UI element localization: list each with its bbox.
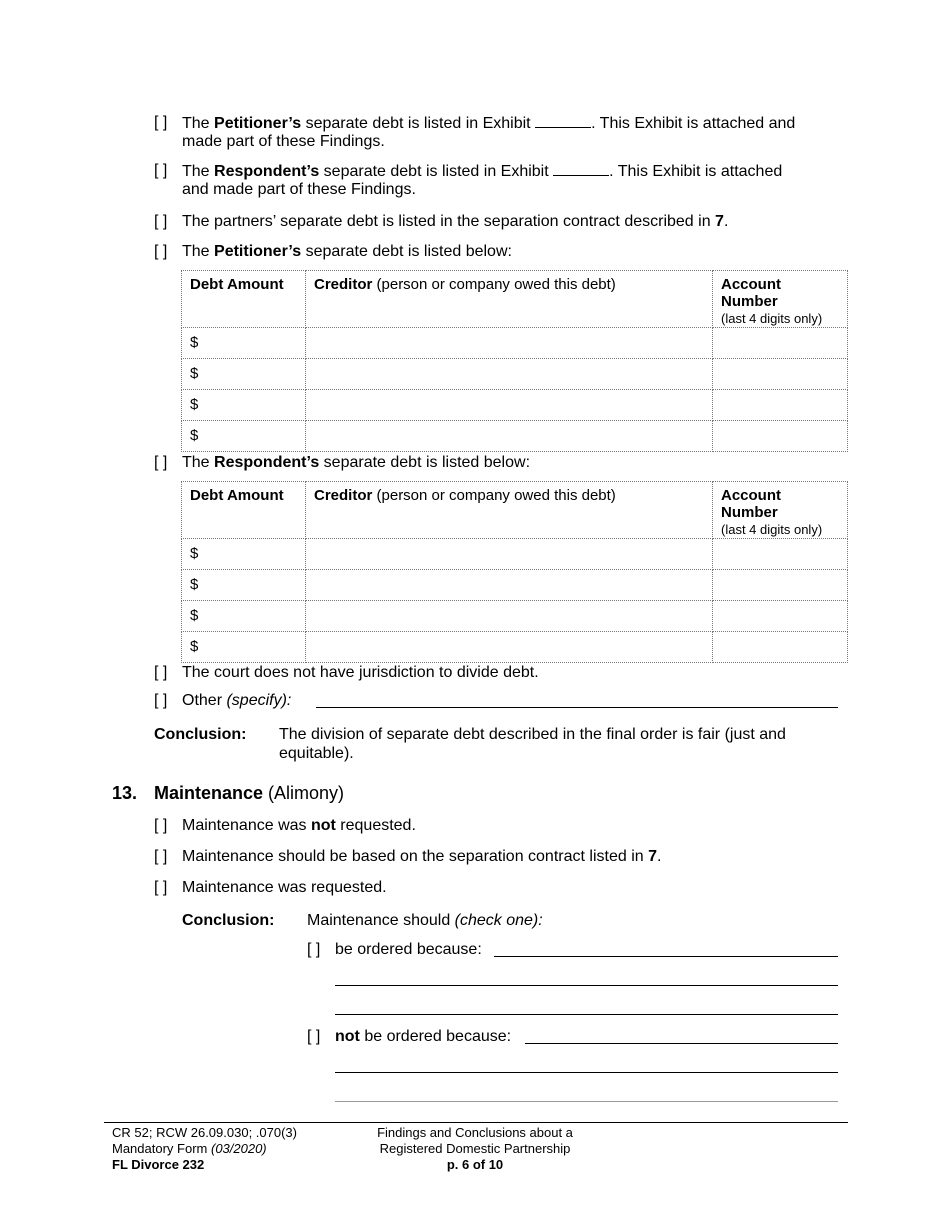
creditor-cell[interactable] bbox=[306, 539, 713, 570]
account-number-cell[interactable] bbox=[713, 632, 848, 663]
not-ordered-line-2[interactable] bbox=[335, 1072, 838, 1073]
be-ordered-line-1[interactable] bbox=[494, 956, 838, 957]
maintenance-not-requested-text: Maintenance was not requested. bbox=[182, 817, 416, 834]
page-number: p. 6 of 10 bbox=[446, 1157, 504, 1172]
conclusion-debt-text: The division of separate debt described in the final order is fair (just and bbox=[279, 726, 786, 743]
checkbox-maintenance-requested[interactable]: [ ] bbox=[154, 879, 168, 896]
creditor-cell[interactable] bbox=[306, 390, 713, 421]
checkbox-other[interactable]: [ ] bbox=[154, 692, 168, 709]
creditor-cell[interactable] bbox=[306, 421, 713, 452]
table-row[interactable] bbox=[182, 359, 848, 390]
checkbox-no-jurisdiction[interactable]: [ ] bbox=[154, 664, 168, 681]
header-debt-amount: Debt Amount bbox=[182, 482, 306, 539]
footer-mandatory-form: Mandatory Form (03/2020) bbox=[112, 1141, 267, 1156]
account-number-cell[interactable] bbox=[713, 539, 848, 570]
footer-rule-ref: CR 52; RCW 26.09.030; .070(3) bbox=[112, 1125, 297, 1140]
footer-doc-title-2: Registered Domestic Partnership bbox=[379, 1141, 571, 1156]
partners-contract-text: The partners’ separate debt is listed in the separation contract described in 7. bbox=[182, 213, 729, 230]
checkbox-partners-contract[interactable]: [ ] bbox=[154, 213, 168, 230]
section-number: 13. bbox=[112, 783, 138, 803]
table-row[interactable] bbox=[182, 328, 848, 359]
table-row[interactable] bbox=[182, 601, 848, 632]
account-number-cell[interactable] bbox=[713, 359, 848, 390]
maintenance-contract-text: Maintenance should be based on the separation contract listed in 7. bbox=[182, 848, 662, 865]
maintenance-conclusion-text: Maintenance should (check one): bbox=[307, 912, 543, 929]
footer-form-id: FL Divorce 232 bbox=[112, 1157, 205, 1172]
checkbox-not-ordered[interactable]: [ ] bbox=[307, 1028, 321, 1045]
creditor-cell[interactable] bbox=[306, 570, 713, 601]
debt-amount-cell[interactable]: $ bbox=[182, 359, 306, 390]
conclusion-label: Conclusion: bbox=[154, 726, 247, 743]
petitioner-exhibit-blank[interactable] bbox=[535, 113, 591, 128]
table-header bbox=[182, 482, 848, 539]
be-ordered-line-3[interactable] bbox=[335, 1014, 838, 1015]
checkbox-be-ordered[interactable]: [ ] bbox=[307, 941, 321, 958]
debt-amount-cell[interactable]: $ bbox=[182, 632, 306, 663]
creditor-cell[interactable] bbox=[306, 359, 713, 390]
account-number-cell[interactable] bbox=[713, 390, 848, 421]
footer-divider bbox=[104, 1122, 848, 1123]
not-ordered-text: not be ordered because: bbox=[335, 1028, 512, 1045]
respondent-below-text: The Respondent’s separate debt is listed below: bbox=[182, 454, 531, 471]
checkbox-respondent-exhibit[interactable]: [ ] bbox=[154, 162, 168, 179]
table-row[interactable] bbox=[182, 632, 848, 663]
creditor-cell[interactable] bbox=[306, 601, 713, 632]
table-row[interactable] bbox=[182, 539, 848, 570]
no-jurisdiction-text: The court does not have jurisdiction to divide debt. bbox=[182, 664, 539, 681]
checkbox-maintenance-contract[interactable]: [ ] bbox=[154, 848, 168, 865]
table-header bbox=[182, 271, 848, 328]
debt-amount-cell[interactable]: $ bbox=[182, 539, 306, 570]
footer-center bbox=[350, 1125, 600, 1173]
creditor-cell[interactable] bbox=[306, 328, 713, 359]
account-number-cell[interactable] bbox=[713, 570, 848, 601]
maintenance-requested-text: Maintenance was requested. bbox=[182, 879, 387, 896]
section-title: Maintenance (Alimony) bbox=[154, 783, 345, 803]
be-ordered-text: be ordered because: bbox=[335, 941, 482, 958]
be-ordered-line-2[interactable] bbox=[335, 985, 838, 986]
not-ordered-line-1[interactable] bbox=[525, 1043, 838, 1044]
table-row[interactable] bbox=[182, 570, 848, 601]
other-text: Other (specify): bbox=[182, 692, 292, 709]
checkbox-petitioner-exhibit[interactable]: [ ] bbox=[154, 114, 168, 131]
debt-amount-cell[interactable]: $ bbox=[182, 328, 306, 359]
checkbox-respondent-below[interactable]: [ ] bbox=[154, 454, 168, 471]
debt-amount-cell[interactable]: $ bbox=[182, 390, 306, 421]
petitioner-debt-table bbox=[181, 270, 848, 452]
other-specify-line[interactable] bbox=[316, 707, 838, 708]
respondent-exhibit-text: The Respondent’s separate debt is listed in Exhibit . This Exhibit is attached bbox=[182, 163, 783, 180]
conclusion-debt-text-2: equitable). bbox=[279, 745, 354, 762]
respondent-exhibit-blank[interactable] bbox=[553, 161, 609, 176]
not-ordered-line-3[interactable] bbox=[335, 1101, 838, 1102]
account-number-cell[interactable] bbox=[713, 328, 848, 359]
petitioner-exhibit-text: The Petitioner’s separate debt is listed in Exhibit . This Exhibit is attached and bbox=[182, 115, 796, 132]
checkbox-maintenance-not-requested[interactable]: [ ] bbox=[154, 817, 168, 834]
table-row[interactable] bbox=[182, 421, 848, 452]
respondent-debt-table bbox=[181, 481, 848, 663]
account-number-cell[interactable] bbox=[713, 421, 848, 452]
debt-amount-cell[interactable]: $ bbox=[182, 421, 306, 452]
header-creditor: Creditor (person or company owed this debt) bbox=[306, 482, 713, 539]
maintenance-conclusion-label: Conclusion: bbox=[182, 912, 275, 929]
petitioner-below-text: The Petitioner’s separate debt is listed below: bbox=[182, 243, 512, 260]
footer-left bbox=[112, 1125, 297, 1173]
debt-amount-cell[interactable]: $ bbox=[182, 570, 306, 601]
creditor-cell[interactable] bbox=[306, 632, 713, 663]
header-account-number: Account Number (last 4 digits only) bbox=[713, 271, 848, 328]
account-number-cell[interactable] bbox=[713, 601, 848, 632]
footer-doc-title-1: Findings and Conclusions about a bbox=[377, 1125, 573, 1140]
header-account-number: Account Number (last 4 digits only) bbox=[713, 482, 848, 539]
checkbox-petitioner-below[interactable]: [ ] bbox=[154, 243, 168, 260]
respondent-exhibit-text-2: and made part of these Findings. bbox=[182, 181, 416, 198]
petitioner-exhibit-text-2: made part of these Findings. bbox=[182, 133, 385, 150]
debt-amount-cell[interactable]: $ bbox=[182, 601, 306, 632]
table-row[interactable] bbox=[182, 390, 848, 421]
header-debt-amount: Debt Amount bbox=[182, 271, 306, 328]
header-creditor: Creditor (person or company owed this debt) bbox=[306, 271, 713, 328]
